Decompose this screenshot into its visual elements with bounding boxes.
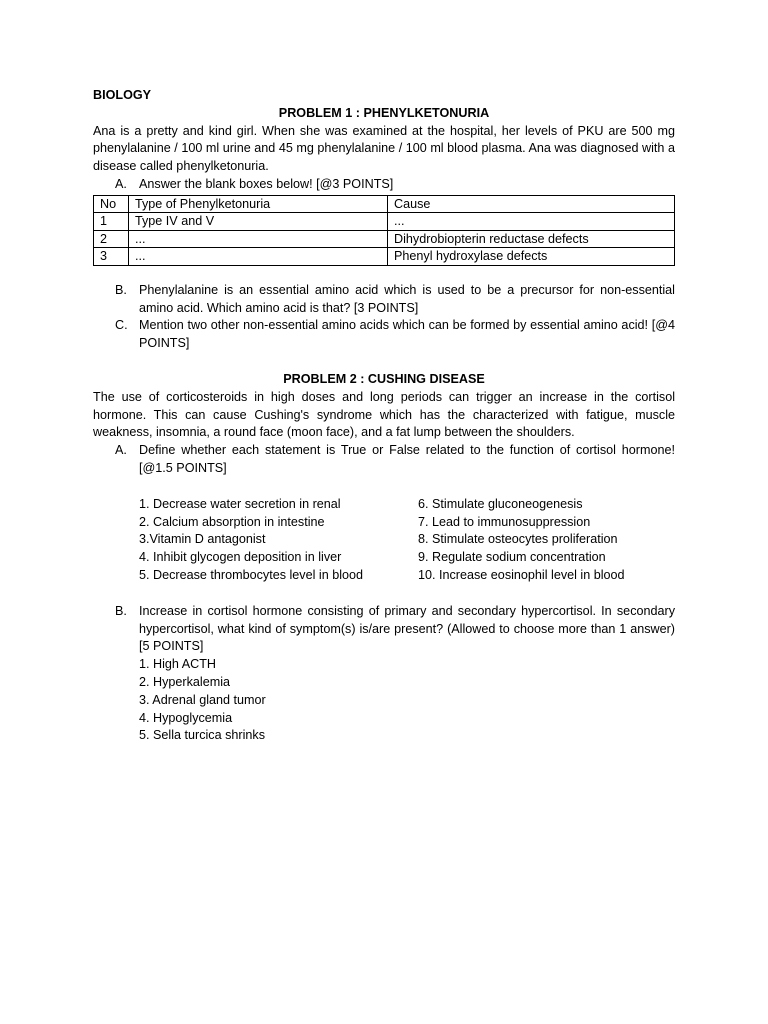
problem2-intro: The use of corticosteroids in high doses and long periods can trigger an increase in the cortisol hormone. This can cause Cushing's syndrome which has the characterized with fatigue, muscle weakness, insomnia, a round face (moon face), and a fat lump between the shoulders. [93, 389, 675, 440]
question-letter: A. [115, 176, 127, 191]
question-text: Define whether each statement is True or False related to the function of cortisol hormone! [@1.5 POINTS] [139, 443, 675, 475]
list-item: 1. High ACTH [139, 657, 216, 672]
problem1-question-b [93, 282, 675, 318]
table-header-cell: Type of Phenylketonuria [129, 195, 388, 213]
table-cell: Dihydrobiopterin reductase defects [388, 230, 675, 248]
list-item: 6. Stimulate gluconeogenesis [418, 496, 583, 511]
list-item: 10. Increase eosinophil level in blood [418, 567, 625, 582]
subject-heading: BIOLOGY [93, 88, 152, 102]
problem2-title: PROBLEM 2 : CUSHING DISEASE [283, 371, 485, 386]
table-row [94, 213, 675, 231]
document-page [93, 87, 675, 745]
list-item: 7. Lead to immunosuppression [418, 514, 591, 529]
question-letter: B. [115, 282, 127, 297]
problem1-question-c [93, 317, 675, 353]
list-item: 5. Decrease thrombocytes level in blood [139, 567, 364, 582]
statements-list [93, 496, 675, 585]
question-text: Phenylalanine is an essential amino acid which is used to be a precursor for non-essential amino acid. Which amino acid is that? [3 POINTS] [139, 282, 675, 315]
list-item: 2. Hyperkalemia [139, 674, 230, 689]
question-text: Mention two other non-essential amino acids which can be formed by essential amino acid! [@4 POINTS] [139, 318, 675, 351]
table-cell: ... [129, 248, 388, 266]
table-header-cell: Cause [388, 195, 675, 213]
table-cell: Phenyl hydroxylase defects [388, 248, 675, 266]
question-text: Increase in cortisol hormone consisting of primary and secondary hypercortisol. In secondary hypercortisol, what kind of symptom(s) is/are present? (Allowed to choose more than 1 answer) [5 POINTS] [139, 603, 675, 654]
problem1-intro: Ana is a pretty and kind girl. When she was examined at the hospital, her levels of PKU are 500 mg phenylalanine / 100 ml urine and 45 mg phenylalanine / 100 ml blood plasma. Ana was diagnosed with a disease called phenylketonuria. [93, 123, 675, 174]
table-cell: Type IV and V [129, 213, 388, 231]
table-cell: 3 [94, 248, 129, 266]
problem1-question-a [93, 176, 675, 194]
question-letter: B. [115, 603, 127, 618]
list-item: 5. Sella turcica shrinks [139, 728, 265, 743]
table-header-row [94, 195, 675, 213]
table-cell: 1 [94, 213, 129, 231]
list-item: 3. Adrenal gland tumor [139, 692, 266, 707]
list-item: 1. Decrease water secretion in renal [139, 496, 341, 511]
problem2-question-a [93, 442, 675, 478]
question-letter: C. [115, 318, 128, 333]
pku-table [93, 195, 675, 266]
list-item: 4. Hypoglycemia [139, 710, 233, 725]
table-header-cell: No [94, 195, 129, 213]
statements-left-column [139, 496, 418, 585]
list-item: 2. Calcium absorption in intestine [139, 514, 325, 529]
list-item: 9. Regulate sodium concentration [418, 550, 606, 565]
answer-options [93, 656, 675, 745]
table-cell: ... [129, 230, 388, 248]
table-row [94, 230, 675, 248]
table-cell: ... [388, 213, 675, 231]
question-letter: A. [115, 443, 127, 458]
question-text: Answer the blank boxes below! [@3 POINTS] [139, 176, 394, 191]
list-item: 3.Vitamin D antagonist [139, 532, 266, 547]
statements-right-column [418, 496, 675, 585]
table-row [94, 248, 675, 266]
list-item: 8. Stimulate osteocytes proliferation [418, 532, 618, 547]
list-item: 4. Inhibit glycogen deposition in liver [139, 550, 342, 565]
table-cell: 2 [94, 230, 129, 248]
problem2-question-b [93, 603, 675, 656]
problem1-title: PROBLEM 1 : PHENYLKETONURIA [278, 105, 490, 120]
